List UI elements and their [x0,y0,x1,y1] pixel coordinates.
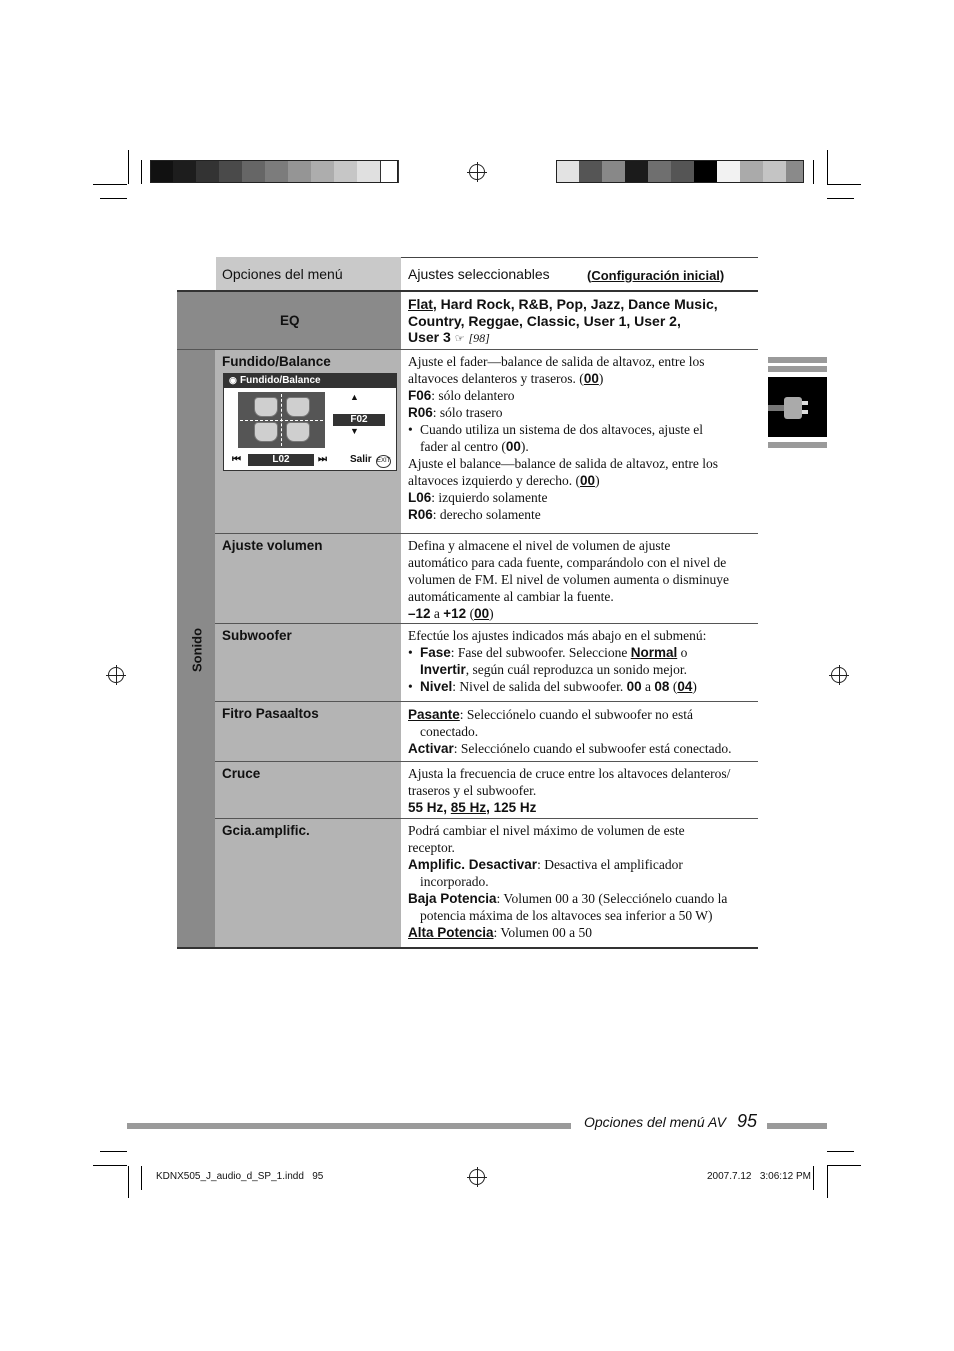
pointing-hand-icon: ☞ [454,332,465,345]
registration-mark-icon [469,164,485,180]
prev-track-icon: ⏮ [232,454,241,465]
footer-timestamp: 2007.7.12 3:06:12 PM [707,1171,811,1182]
row-divider [215,761,758,762]
row-divider [215,623,758,624]
eq-label-cell [177,292,401,349]
speaker-grid [238,392,325,448]
gcia-description: Podrá cambiar el nivel máximo de volumen de este receptor. Amplific. Desactivar: Desactiva el amplificador incorporado. Baja Potencia: Volumen 00 a 30 (Selecciónelo cuando la potencia máxima de los altavoces sea inferior a 50 W) Alta Potencia: Volumen 00 a 50 [408,823,728,940]
header-menu-options-cell [216,257,401,290]
speaker-icon [286,422,310,442]
crop-mark [100,1151,127,1152]
crop-mark [813,160,814,184]
header-menu-options: Opciones del menú [222,266,343,282]
table-bottom-rule [177,947,758,949]
header-initial-setting: (Configuración inicial) [587,268,725,283]
side-tab-plug-icon [768,377,827,437]
ajuste-volumen-description: Defina y almacene el nivel de volumen de ajuste automático para cada fuente, comparándolo con el nivel de volumen de FM. El nivel de volumen aumenta o disminuye automáticamente al cambiar la fuente. –12 a +12 (00) [408,538,729,621]
speaker-icon [254,422,278,442]
crop-mark [827,150,828,184]
crop-mark [100,198,127,199]
registration-mark-icon [831,667,847,683]
down-arrow-icon: ▼ [350,426,359,436]
next-track-icon: ⏭ [318,454,327,465]
screen-fader-value: F02 [333,414,385,426]
page-number: 95 [737,1111,758,1131]
up-arrow-icon: ▲ [350,392,359,402]
fader-icon: ◉ [229,375,237,385]
crop-mark [827,184,861,185]
row-divider [215,818,758,819]
crop-mark [827,1166,828,1198]
crop-mark [93,1165,127,1166]
registration-mark-icon [469,1169,485,1185]
exit-button-icon: EXIT [376,455,391,468]
screen-title: Fundido/Balance [240,375,321,386]
crop-mark [128,150,129,184]
crop-mark [141,1166,142,1190]
footer-section-title: Opciones del menú AV [584,1114,726,1130]
header-selectable-settings: Ajustes seleccionables [408,266,550,282]
sound-group-cell [177,350,215,948]
side-tab-bar [768,366,827,372]
footer-rule-right [767,1123,827,1129]
crop-mark [827,198,854,199]
ajuste-volumen-label: Ajuste volumen [222,538,323,553]
fader-balance-screen [223,373,397,471]
gcia-amplific-label: Gcia.amplific. [222,823,310,838]
crop-mark [141,160,142,184]
eq-label: EQ [280,313,300,328]
registration-mark-icon [108,667,124,683]
sound-group-label: Sonido [189,627,205,673]
eq-ref: [98] [468,331,490,345]
screen-balance-value: L02 [248,454,314,466]
screen-exit: Salir [350,454,372,465]
crop-mark [827,1151,854,1152]
side-tab-bar [768,442,827,448]
subwoofer-label: Subwoofer [222,628,292,643]
fundido-balance-label: Fundido/Balance [222,354,331,369]
header-settings-cell [401,257,758,291]
eq-options: Flat, Hard Rock, R&B, Pop, Jazz, Dance Music, Country, Reggae, Classic, User 1, User 2, User 3 ☞ [98] [408,296,718,345]
screen-title-bar [224,374,396,388]
fitro-pasaaltos-label: Fitro Pasaaltos [222,706,319,721]
side-tab-bar [768,357,827,363]
crop-mark [827,1165,861,1166]
cruce-label: Cruce [222,766,261,781]
crop-mark [93,184,127,185]
footer-rule-left [127,1123,571,1129]
row-divider [215,701,758,702]
crop-mark [128,1166,129,1198]
cruce-description: Ajusta la frecuencia de cruce entre los altavoces delanteros/ traseros y el subwoofer. 55 Hz, 85 Hz, 125 Hz [408,766,731,815]
subwoofer-description: Efectúe los ajustes indicados más abajo en el submenú: • Fase: Fase del subwoofer. Seleccione Normal o Invertir, según cuál reproduzca un sonido mejor. • Nivel: Nivel de salida del subwoofer. 00 a 08 (04) [408,628,707,694]
speaker-icon [286,397,310,417]
crop-mark [813,1166,814,1190]
footer-filename: KDNX505_J_audio_d_SP_1.indd 95 [156,1171,324,1182]
speaker-icon [254,397,278,417]
fitro-description: Pasante: Selecciónelo cuando el subwoofer no está conectado. Activar: Selecciónelo cuando el subwoofer está conectado. [408,707,732,756]
fundido-description: Ajuste el fader—balance de salida de altavoz, entre los altavoces delanteros y traseros. (00) F06: sólo delantero R06: sólo trasero • Cuando utiliza un sistema de dos altavoces, ajuste el fader al centro (00). Ajuste el balance—balance de salida de altavoz, entre los altavoces izquierdo y derecho. (00) L06: izquierdo solamente R06: derecho solamente [408,354,718,522]
row-divider [215,533,758,534]
